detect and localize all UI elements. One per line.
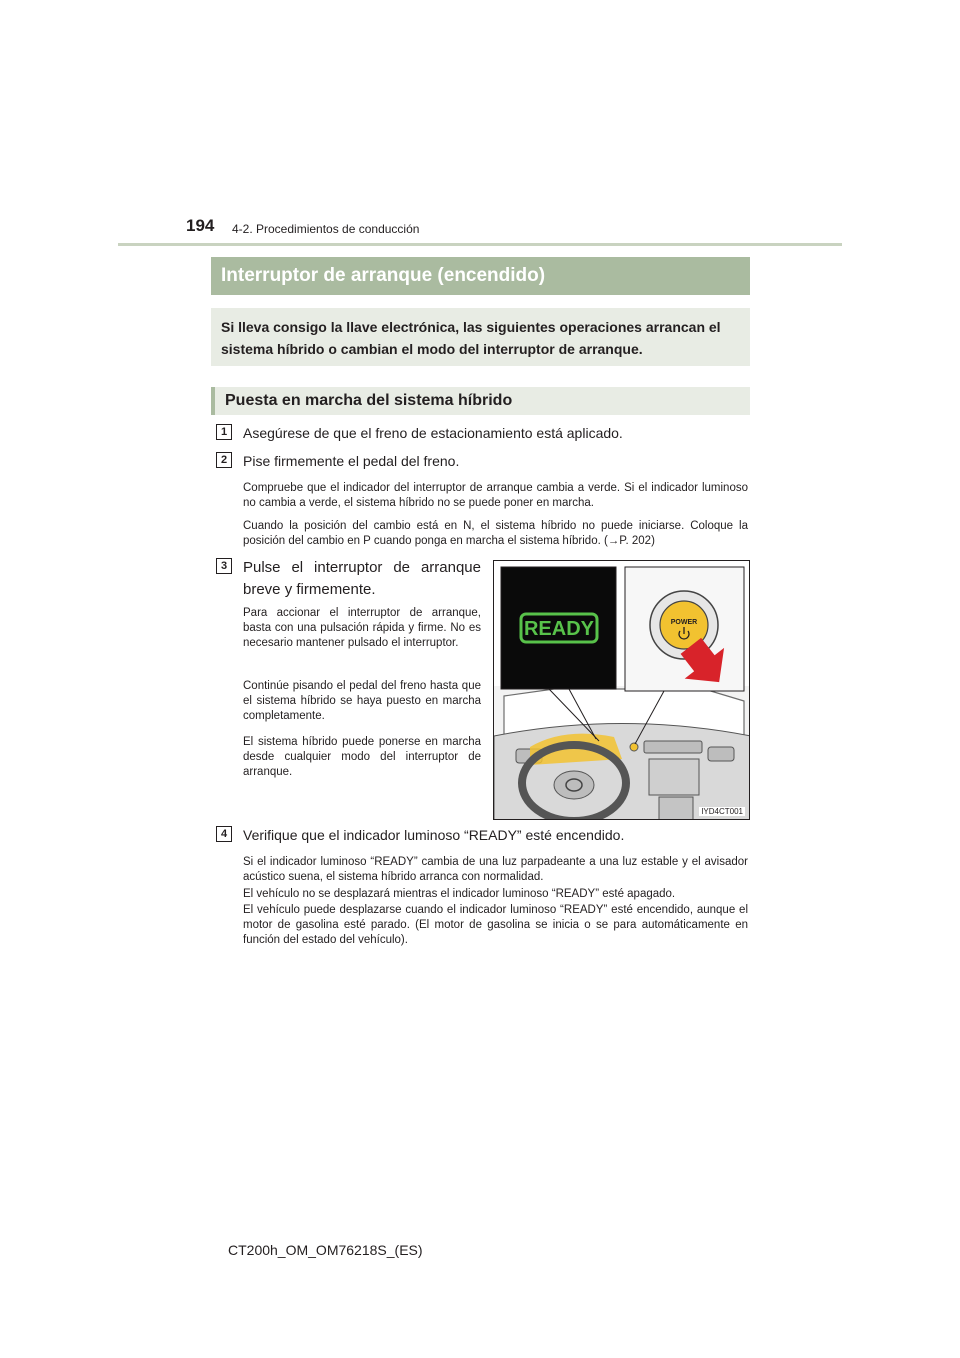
step2-note-a: Compruebe que el indicador del interruptor de arranque cambia a verde. Si el indicador luminoso no cambia a verde, el sistema híbrido no se puede poner en marcha. <box>243 482 748 509</box>
step3-note-b: Continúe pisando el pedal del freno hasta que el sistema híbrido se haya puesto en marcha completamente. <box>243 680 481 722</box>
step4-note-c: El vehículo puede desplazarse cuando el indicador luminoso “READY” esté encendido, aunque el motor de gasolina esté parado. (El motor de gasolina se inicia o se para automáticamente en función del estado del vehículo). <box>243 904 748 946</box>
power-button-label: POWER <box>670 619 698 626</box>
subheading: Puesta en marcha del sistema híbrido <box>211 387 750 415</box>
step4-note-b: El vehículo no se desplazará mientras el indicador luminoso “READY” esté apagado. <box>243 888 676 900</box>
page-number: 194 <box>186 216 215 235</box>
step-number-1: 1 <box>216 424 232 440</box>
header-rule <box>118 243 842 246</box>
step4-note-a: Si el indicador luminoso “READY” cambia de una luz parpadeante a una luz estable y el avisador acústico suena, el sistema híbrido arranca con normalidad. <box>243 856 748 883</box>
step-number-2: 2 <box>216 452 232 468</box>
step-text-3: Pulse el interruptor de arranque breve y firmemente. <box>243 559 481 598</box>
ready-indicator: READY <box>523 618 595 640</box>
step3-note-a: Para accionar el interruptor de arranque, basta con una pulsación rápida y firme. No es necesario mantener pulsado el interruptor. <box>243 607 481 649</box>
dashboard-illustration <box>494 561 750 820</box>
step3-note-c: El sistema híbrido puede ponerse en marcha desde cualquier modo del interruptor de arranque. <box>243 736 481 778</box>
step2-note-b: Cuando la posición del cambio está en N, el sistema híbrido no puede iniciarse. Coloque la posición del cambio en P cuando ponga en marcha el sistema híbrido. (→P. 202) <box>243 520 748 547</box>
step-text-1: Asegúrese de que el freno de estacionamiento está aplicado. <box>243 425 623 441</box>
step-text-4: Verifique que el indicador luminoso “READY” esté encendido. <box>243 827 625 843</box>
step-number-3: 3 <box>216 558 232 574</box>
step-number-4: 4 <box>216 826 232 842</box>
page-title: Interruptor de arranque (encendido) <box>211 257 750 295</box>
dashboard-figure <box>493 560 750 820</box>
footer-code: CT200h_OM_OM76218S_(ES) <box>228 1242 423 1258</box>
intro-box: Si lleva consigo la llave electrónica, las siguientes operaciones arrancan el sistema híbrido o cambian el modo del interruptor de arranque. <box>211 308 750 366</box>
step-text-2: Pise firmemente el pedal del freno. <box>243 453 460 469</box>
section-label: 4-2. Procedimientos de conducción <box>232 222 420 236</box>
figure-code: IYD4CT001 <box>701 807 743 816</box>
